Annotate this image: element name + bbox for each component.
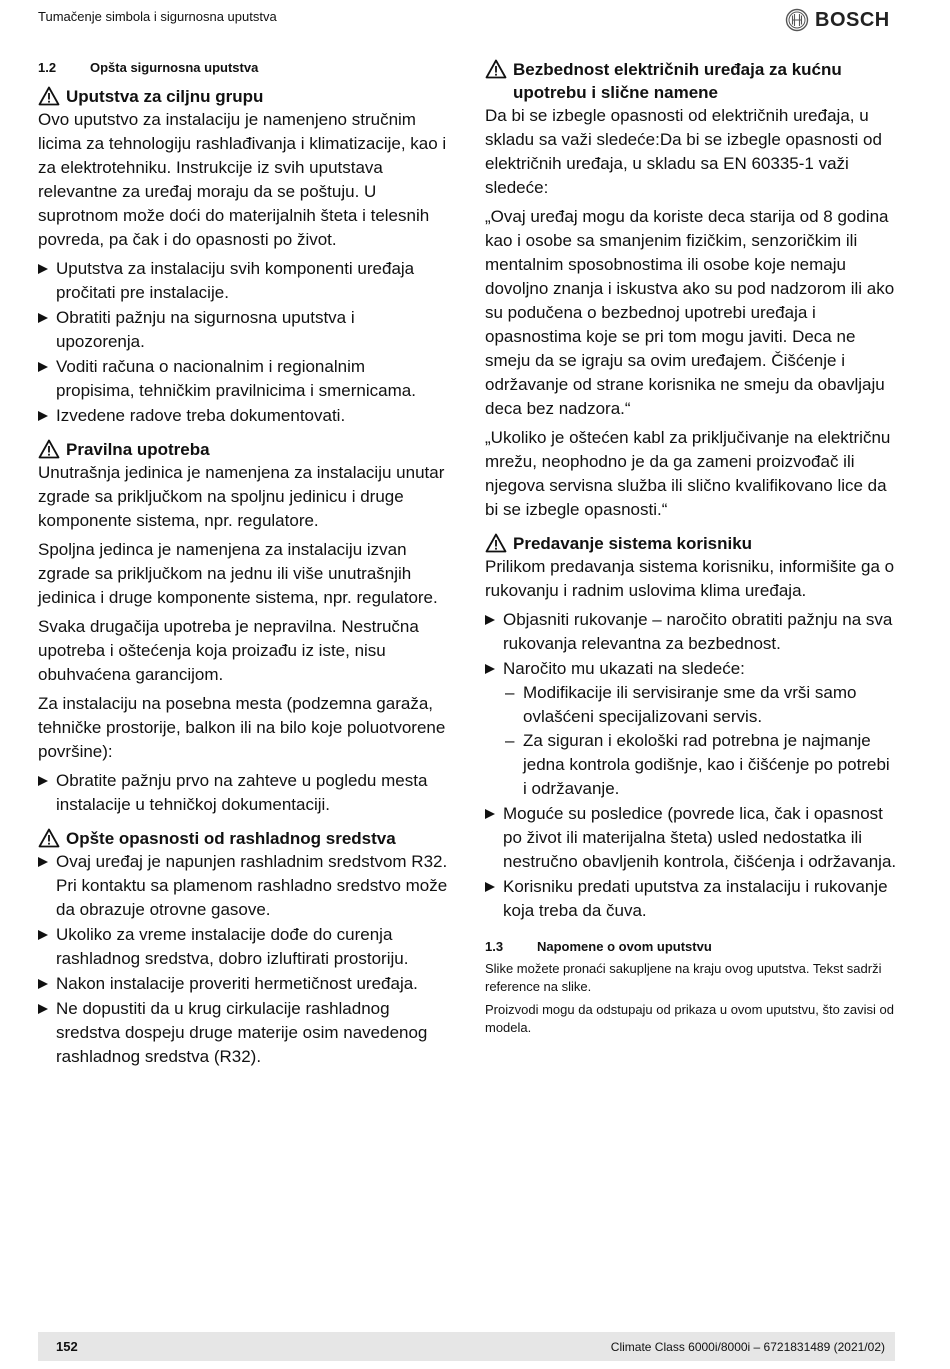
section-number: 1.2 — [38, 60, 57, 75]
subsection-heading: Pravilna upotreba — [38, 438, 448, 461]
section-title: Napomene o ovom uputstvu — [537, 939, 712, 954]
paragraph: Ovo uputstvo za instalaciju je namenjeno stručnim licima za tehnologiju rashlađivanja i klimatizacije, kao i za elektrotehniku. Instrukcije iz svih uputstava relevantne za uređaj moraju da se poštuju. U suprotnom može doći do materijalnih šteta i telesnih povreda, pa čak i do opasnosti po život. — [38, 110, 447, 249]
section-heading — [485, 939, 897, 954]
subsection-heading: Uputstva za ciljnu grupu — [38, 85, 448, 108]
bullet-list — [38, 769, 448, 817]
paragraph: „Ovaj uređaj mogu da koriste deca starija od 8 godina kao i osobe sa smanjenim fizičkim, senzoričkim ili mentalnim sposobnostima ili osobe koje nemaju dovoljno znanja i iskustva ako su pod nadzorom ili ako su podučena o bezbednoj upotrebi uređaja i opasnostima koje se pri tom mogu javiti. Deca ne smeju da se igraju sa ovim uređajem. Čišćenje i održavanje od strane korisnika ne smeju da obavljaju deca bez nadzora.“ — [485, 207, 895, 418]
warning-triangle-icon — [485, 59, 507, 79]
page-footer — [38, 1332, 895, 1361]
list-item: Uputstva za instalaciju svih komponenti uređaja pročitati pre instalacije. — [38, 257, 448, 305]
list-item: Ovaj uređaj je napunjen rashladnim sredstvom R32. Pri kontaktu sa plamenom rashladno sredstvo može da obrazuje otrovne gasove. — [38, 850, 448, 922]
arrow-bullet-icon — [485, 809, 495, 819]
page-number: 152 — [56, 1339, 78, 1354]
arrow-bullet-icon — [38, 313, 48, 323]
bullet-list — [38, 850, 448, 1069]
section-heading — [38, 60, 448, 75]
list-item: Voditi računa o nacionalnim i regionalnim propisima, tehničkim pravilnicima i smernicama. — [38, 355, 448, 403]
header-title: Tumačenje simbola i sigurnosna uputstva — [38, 9, 277, 24]
section-title: Opšta sigurnosna uputstva — [90, 60, 259, 75]
list-item: Nakon instalacije proveriti hermetičnost uređaja. — [38, 972, 448, 996]
section-number: 1.3 — [485, 939, 504, 954]
list-item: Moguće su posledice (povrede lica, čak i opasnost po život ili materijalna šteta) usled nedostatka ili nestručno obavljenih kontrola, čišćenja i održavanja. — [485, 802, 897, 874]
list-item: Ne dopustiti da u krug cirkulacije rashladnog sredstva dospeju druge materije osim navedenog rashladnog sredstva (R32). — [38, 997, 448, 1069]
arrow-bullet-icon — [38, 776, 48, 786]
arrow-bullet-icon — [38, 264, 48, 274]
left-column — [38, 58, 448, 1074]
paragraph: Spoljna jedinca je namenjena za instalaciju izvan zgrade sa priključkom na jednu ili više unutrašnjih jedinica i druge komponente sistema, npr. regulatore. — [38, 540, 438, 607]
dash-item: – Za siguran i ekološki rad potrebna je najmanje jedna kontrola godišnje, kao i čišćenje po potrebi i održavanje. — [505, 731, 890, 798]
bullet-list — [38, 257, 448, 428]
subsection-heading: Opšte opasnosti od rashladnog sredstva — [38, 827, 448, 850]
paragraph: Slike možete pronaći sakupljene na kraju ovog uputstva. Tekst sadrži reference na slike. — [485, 961, 882, 994]
paragraph: Unutrašnja jedinica je namenjena za instalaciju unutar zgrade sa priključkom na spoljnu jedinicu i druge komponente sistema, npr. regulatore. — [38, 463, 445, 530]
arrow-bullet-icon — [38, 411, 48, 421]
arrow-bullet-icon — [38, 1004, 48, 1014]
subsection-heading: Bezbednost električnih uređaja za kućnu upotrebu i slične namene — [485, 58, 897, 104]
list-item: Naročito mu ukazati na sledeće: – Modifikacije ili servisiranje sme da vrši samo ovlašćeni specijalizovani servis. – Za siguran i ekološki rad potrebna je najmanje jedna kontrola godišnje, kao i čišćenje po potrebi i održavanje. — [485, 657, 897, 801]
dash-list — [503, 681, 897, 801]
right-column — [485, 58, 897, 1042]
logo-wordmark: BOSCH — [815, 8, 890, 31]
paragraph: Svaka drugačija upotreba je nepravilna. Nestručna upotreba i oštećenja koja proizađu iz iste, nisu obuhvaćena garancijom. — [38, 617, 419, 684]
dash-item: – Modifikacije ili servisiranje sme da vrši samo ovlašćeni specijalizovani servis. — [505, 683, 857, 726]
arrow-bullet-icon — [38, 362, 48, 372]
subsection-heading: Predavanje sistema korisniku — [485, 532, 897, 555]
arrow-bullet-icon — [485, 664, 495, 674]
bullet-list — [485, 608, 897, 923]
arrow-bullet-icon — [485, 882, 495, 892]
paragraph: Za instalaciju na posebna mesta (podzemna garaža, tehničke prostorije, balkon ili na bilo koje poluotvorene površine): — [38, 694, 446, 761]
list-item: Obratiti pažnju na sigurnosna uputstva i upozorenja. — [38, 306, 448, 354]
arrow-bullet-icon — [38, 857, 48, 867]
paragraph: „Ukoliko je oštećen kabl za priključivanje na električnu mrežu, neophodno je da ga zameni proizvođač ili njegova servisna služba ili slično kvalifikovano lice da bi se izbegle opasnosti.“ — [485, 428, 891, 519]
warning-triangle-icon — [485, 533, 507, 553]
list-item: Korisniku predati uputstva za instalaciju i rukovanje koja treba da čuva. — [485, 875, 897, 923]
paragraph: Proizvodi mogu da odstupaju od prikaza u ovom uputstvu, što zavisi od modela. — [485, 1002, 895, 1035]
paragraph: Prilikom predavanja sistema korisniku, informišite ga o rukovanju i radnim uslovima klima uređaja. — [485, 557, 895, 600]
warning-triangle-icon — [38, 828, 60, 848]
bosch-armature-icon — [785, 8, 809, 32]
arrow-bullet-icon — [38, 979, 48, 989]
list-item: Obratite pažnju prvo na zahteve u pogledu mesta instalacije u tehničkoj dokumentaciji. — [38, 769, 448, 817]
brand-logo — [785, 7, 890, 33]
warning-triangle-icon — [38, 86, 60, 106]
list-item: Izvedene radove treba dokumentovati. — [38, 404, 448, 428]
arrow-bullet-icon — [38, 930, 48, 940]
warning-triangle-icon — [38, 439, 60, 459]
arrow-bullet-icon — [485, 615, 495, 625]
document-id: Climate Class 6000i/8000i – 6721831489 (2021/02) — [610, 1339, 885, 1354]
list-item: Ukoliko za vreme instalacije dođe do curenja rashladnog sredstva, dobro izluftirati prostoriju. — [38, 923, 448, 971]
list-item: Objasniti rukovanje – naročito obratiti pažnju na sva rukovanja relevantna za bezbednost. — [485, 608, 897, 656]
paragraph: Da bi se izbegle opasnosti od električnih uređaja, u skladu sa važi sledeće:Da bi se izbegle opasnosti od električnih uređaja, u skladu sa EN 60335-1 važi sledeće: — [485, 106, 882, 197]
